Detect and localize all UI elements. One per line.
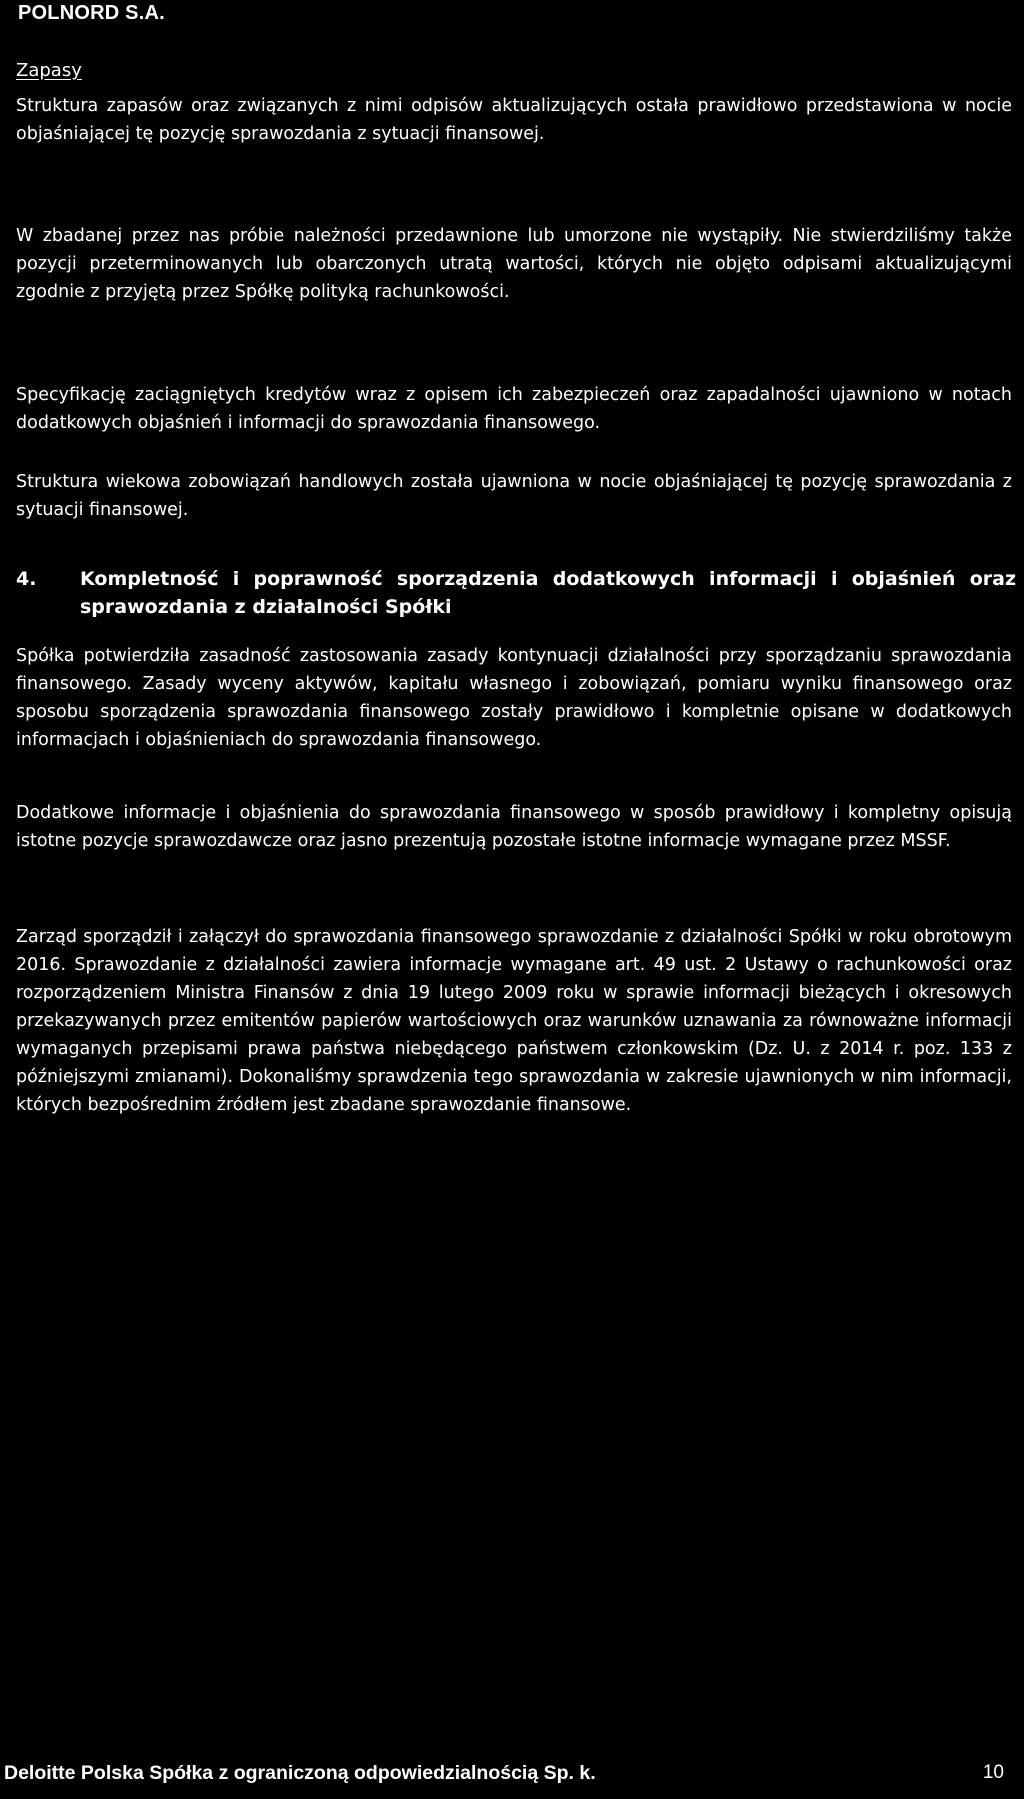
paragraph-receivables: W zbadanej przez nas próbie należności przedawnione lub umorzone nie wystąpiły. Nie stwierdziliśmy także pozycji przeterminowanych lub obarczonych utratą wartości, których nie objęto odpisami aktualizującymi zgodnie z przyjętą przez Spółkę polityką rachunkowości.	[16, 226, 1012, 302]
section-heading-zapasy: Zapasy	[16, 60, 82, 81]
section-4-heading	[16, 565, 1016, 621]
footer-firm-name: Deloitte Polska Spółka z ograniczoną odpowiedzialnością Sp. k.	[4, 1762, 596, 1784]
paragraph-additional-info: Dodatkowe informacje i objaśnienia do sprawozdania finansowego w sposób prawidłowy i kompletny opisują istotne pozycje sprawozdawcze oraz jasno prezentują pozostałe istotne informacje wymagane przez MSSF.	[16, 803, 1012, 851]
paragraph-management-report: Zarząd sporządził i załączył do sprawozdania finansowego sprawozdanie z działalności Spółki w roku obrotowym 2016. Sprawozdanie z działalności zawiera informacje wymagane art. 49 ust. 2 Ustawy o rachunkowości oraz rozporządzeniem Ministra Finansów z dnia 19 lutego 2009 roku w sprawie informacji bieżących i okresowych przekazywanych przez emitentów papierów wartościowych oraz warunków uznawania za równoważne informacji wymaganych przepisami prawa państwa niebędącego państwem członkowskim (Dz. U. z 2014 r. poz. 133 z późniejszymi zmianami). Dokonaliśmy sprawdzenia tego sprawozdania w zakresie ujawnionych w nim informacji, których bezpośrednim źródłem jest zbadane sprawozdanie finansowe.	[16, 927, 1012, 1115]
paragraph-going-concern: Spółka potwierdziła zasadność zastosowania zasady kontynuacji działalności przy sporządzaniu sprawozdania finansowego. Zasady wyceny aktywów, kapitału własnego i zobowiązań, pomiaru wyniku finansowego oraz sposobu sporządzenia sprawozdania finansowego zostały prawidłowo i kompletnie opisane w dodatkowych informacjach i objaśnieniach do sprawozdania finansowego.	[16, 646, 1012, 750]
page-footer	[0, 1762, 1004, 1788]
paragraph-inventory-structure: Struktura zapasów oraz związanych z nimi odpisów aktualizujących ostała prawidłowo przedstawiona w nocie objaśniającej tę pozycję sprawozdania z sytuacji finansowej.	[16, 96, 1012, 144]
section-title: Kompletność i poprawność sporządzenia dodatkowych informacji i objaśnień oraz sprawozdania z działalności Spółki	[80, 568, 1016, 618]
page-header-company: POLNORD S.A.	[18, 2, 165, 24]
paragraph-liabilities-aging: Struktura wiekowa zobowiązań handlowych została ujawniona w nocie objaśniającej tę pozycję sprawozdania z sytuacji finansowej.	[16, 472, 1012, 520]
paragraph-loans: Specyfikację zaciągniętych kredytów wraz z opisem ich zabezpieczeń oraz zapadalności ujawniono w notach dodatkowych objaśnień i informacji do sprawozdania finansowego.	[16, 385, 1012, 433]
footer-page-number: 10	[982, 1762, 1004, 1783]
section-number: 4.	[16, 568, 37, 590]
